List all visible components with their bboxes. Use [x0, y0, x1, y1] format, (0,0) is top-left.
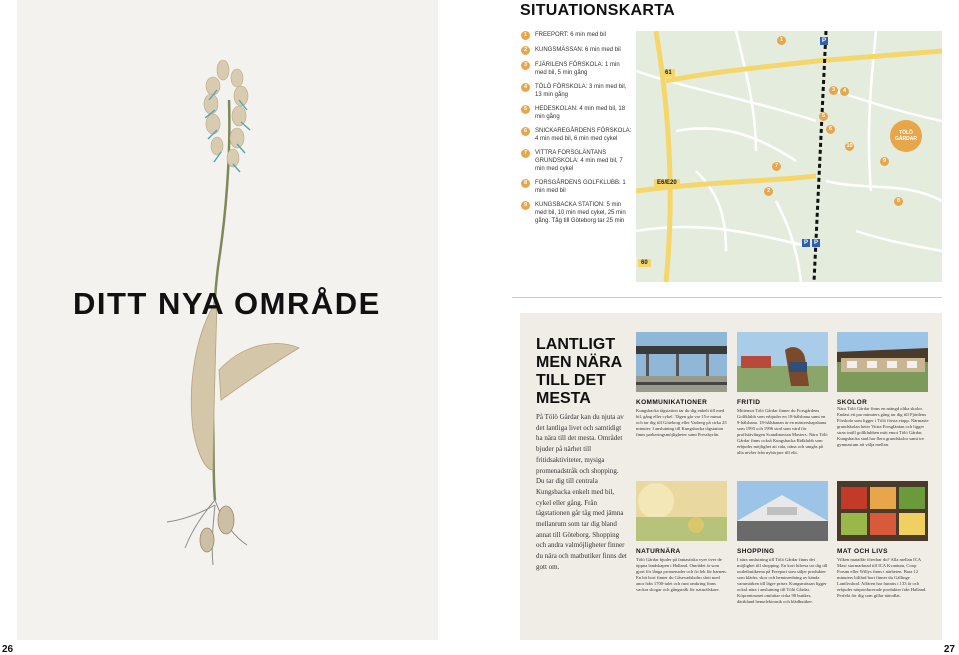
road-badge-e6-e20: E6/E20 — [654, 179, 680, 187]
map-graphic — [636, 31, 942, 282]
category-text: Tölö Gårdar bjuder på fantastiska vyer över de öppna landskapen i Halland. Området är som gjort för långa promenader och fri lek för barnen. En bit bort finner du Gåsevadsholm slott med anor från 1700-talet och runt omkring finns vackra skogar och gångstråk för naturälskare. — [636, 557, 727, 592]
page-title: DITT NYA OMRÅDE — [73, 286, 381, 321]
category-title-skolor: SKOLOR — [837, 399, 868, 406]
list-item: 9 KUNGSBACKA STATION: 5 min med bil, 10 min med cykel, 25 min gång. Tåg till Göteborg tar 25 min — [521, 201, 633, 241]
number-badge: 1 — [521, 31, 530, 40]
category-title-fritid: FRITID — [737, 399, 761, 406]
category-title-mat-och-livs: MAT OCH LIVS — [837, 548, 888, 555]
section-body: På Tölö Gårdar kan du njuta av det lantliga livet och samtidigt ha nära till det mesta. Området bjuder på närhet till fritidsaktiviteter, mysiga promenadstråk och shopping. Du tar dig till centrala Kungsbacka enkelt med bil, cykel eller gång. Från tågstationen går tåg med jämna mellanrum som tar dig bland annat till Göteborg. Shopping och andra valmöjligheter finner du nära och matbutiker finns det gott om. — [536, 413, 627, 571]
road-badge-60: 60 — [638, 259, 651, 267]
number-badge: 2 — [521, 46, 530, 55]
number-badge: 8 — [521, 179, 530, 188]
map-marker[interactable]: 3 — [829, 86, 838, 95]
number-badge: 9 — [521, 201, 530, 210]
section-title: LANTLIGT MEN NÄRA TILL DET MESTA — [536, 336, 622, 407]
page-number-left: 26 — [2, 644, 14, 655]
number-badge: 5 — [521, 105, 530, 114]
number-badge: 4 — [521, 83, 530, 92]
map-marker[interactable]: 10 — [846, 143, 853, 149]
situationskarta-list — [521, 31, 633, 241]
category-text: I nära anslutning till Tölö Gårdar finns det möjlighet till shopping. En kort bilresa tar dig till outletbutikerna på Freeport som säljer produkter som kläder, skor och heminredning av kända varumärken till lägre priser. Kungsmässan ligger också nära i anslutning till Tölö Gårdar. Köpcentrumet omfattar cirka 90 butiker, däribland hemelektronik och klädbutiker. — [737, 557, 828, 604]
situation-map[interactable] — [636, 31, 942, 282]
map-marker[interactable]: 1 — [777, 36, 786, 45]
photo-school — [837, 332, 928, 392]
map-marker[interactable]: 6 — [826, 125, 835, 134]
map-marker[interactable]: 8 — [894, 197, 903, 206]
photo-train-station — [636, 332, 727, 392]
photo-food — [837, 481, 928, 541]
photo-nature — [636, 481, 727, 541]
map-marker[interactable]: 4 — [840, 87, 849, 96]
list-item: 5 HEDESKOLAN: 4 min med bil, 18 min gång — [521, 105, 633, 127]
list-item: 1 FREEPORT: 6 min med bil — [521, 31, 633, 46]
map-marker[interactable]: 2 — [764, 187, 773, 196]
photo-shopping — [737, 481, 828, 541]
number-badge: 3 — [521, 61, 530, 70]
category-text: Kungsbacka tågstation tar du dig enkelt till med bil, gång eller cykel. Tågen går var 15:e minut och tar dig till Göteborg eller Varberg på cirka 25 minuter. I anslutning till Kungsbacka tågstation finns parkeringsmöjligheter samt Pressbyrån. — [636, 408, 727, 437]
category-text: Nära Tölö Gårdar finns en mängd olika skolor. Endast ett par minuters gång tar dig till Fjärilens Förskola som ligger i Tölö första etapp. Närmaste grundskolan heter Vittra Forsgläntan och ligger strax intill golfklubben mitt emot Tölö Gårdar. Kungsbacka stad har flera grundskolor samt tre gymnasium att välja mellan. — [837, 406, 929, 447]
category-title-shopping: SHOPPING — [737, 548, 775, 555]
road-badge-61: 61 — [662, 69, 675, 77]
map-marker[interactable]: 5 — [819, 112, 828, 121]
list-item: 8 FORSGÅRDENS GOLFKLUBB: 1 min med bil — [521, 179, 633, 201]
category-text: Mittemot Tölö Gårdar finner du Forsgårdens Golfklubb som erbjuder en 18-hålsbana samt en 9-hålsbana. 18-hålsbanan är en mästerskapsbana som 1993 och 1996 stod som värd för proffstävlingen Scandinavian Masters. Nära Tölö Gårdar finns också Kungsbacka Ridklubb som erbjuder möjlighet att rida, träna och umgås på alla nivåer från nybörjare till elit. — [737, 408, 828, 455]
section-divider — [512, 297, 942, 298]
parking-icon: P — [803, 240, 808, 246]
page-number-right: 27 — [943, 644, 955, 655]
number-badge: 6 — [521, 127, 530, 136]
situationskarta-title: SITUATIONSKARTA — [520, 2, 676, 19]
category-title-naturnara: NATURNÄRA — [636, 548, 681, 555]
category-title-kommunikationer: KOMMUNIKATIONER — [636, 399, 708, 406]
parking-icon: P — [821, 38, 826, 44]
list-item: 7 VITTRA FORSGLÄNTANS GRUNDSKOLA: 4 min med bil, 7 min med cykel — [521, 149, 633, 179]
list-item: 3 FJÄRILENS FÖRSKOLA: 1 min med bil, 5 min gång — [521, 61, 633, 83]
number-badge: 7 — [521, 149, 530, 158]
area-label-tolo-gardar: TÖLÖ GÅRDAR — [895, 130, 917, 142]
photo-horse — [737, 332, 828, 392]
map-marker[interactable]: 7 — [772, 162, 781, 171]
parking-icon: P — [813, 240, 818, 246]
category-text: Vilken mataffär föredrar du? Alla mellan ICA Maxi stormarknad till ICA Kvantum, Coop Forum eller Willys finns i närheten. Bara 12 minuters bilfärd bort finner du Gällinge Lantlivsbod. Affären har funnits i 133 år och erbjuder närproducerade produkter från Halland. Perfekt för dig som gillar närodlat. — [837, 557, 927, 598]
map-marker[interactable]: 9 — [880, 157, 889, 166]
list-item: 4 TÖLÖ FÖRSKOLA: 3 min med bil, 13 min gång — [521, 83, 633, 105]
list-item: 2 KUNGSMÄSSAN: 6 min med bil — [521, 46, 633, 61]
list-item: 6 SNICKAREGÅRDENS FÖRSKOLA: 4 min med bil, 6 min med cykel — [521, 127, 633, 149]
